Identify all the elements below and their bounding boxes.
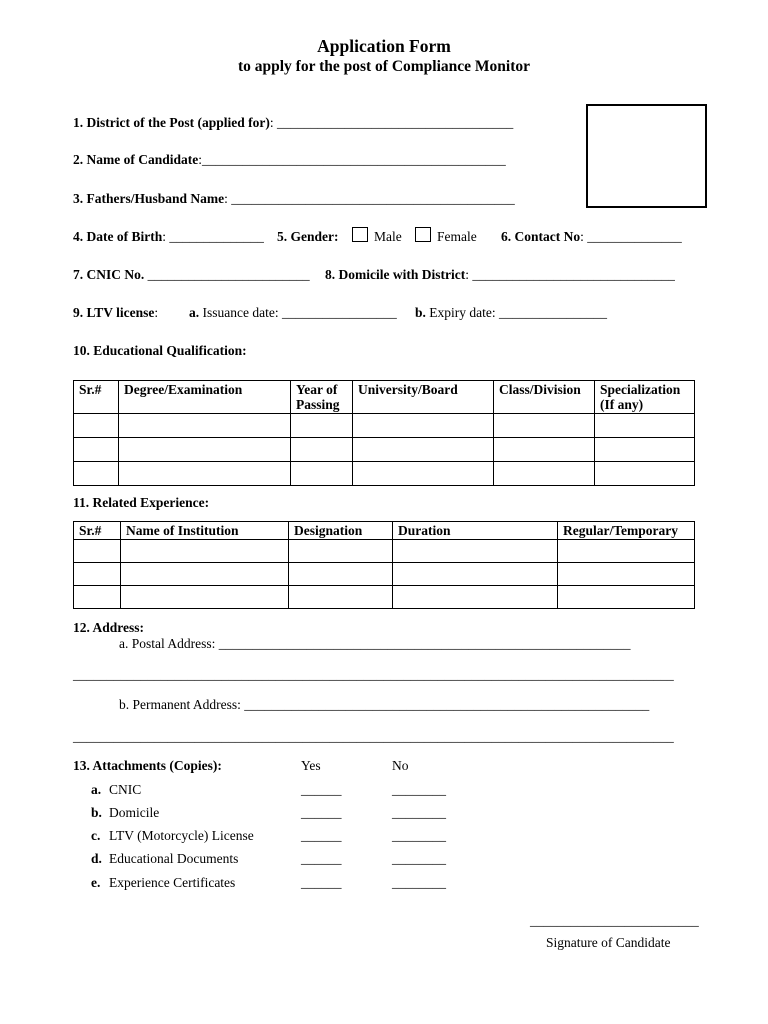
attachment-education-yes[interactable]: ______: [301, 851, 342, 866]
attachment-domicile-label: Domicile: [109, 805, 160, 820]
contact-label: 6. Contact No: [501, 229, 581, 244]
experience-header-row: [74, 522, 695, 540]
district-label: 1. District of the Post (applied for): [73, 115, 270, 130]
male-checkbox[interactable]: [352, 227, 368, 242]
permanent-address-field[interactable]: [119, 697, 649, 713]
table-row: [74, 438, 695, 462]
table-row: [74, 462, 695, 486]
field-dob[interactable]: [73, 229, 264, 245]
attachment-cnic-yes[interactable]: ______: [301, 782, 342, 797]
domicile-label: 8. Domicile with District: [325, 267, 466, 282]
attachment-cnic-label: CNIC: [109, 782, 142, 797]
form-title: Application Form: [317, 36, 451, 56]
table-cell[interactable]: [119, 438, 291, 462]
postal-address-line: _____________________________________________________________: [218, 636, 631, 651]
table-cell[interactable]: [121, 586, 289, 609]
form-subtitle: to apply for the post of Compliance Monitor: [237, 58, 531, 75]
ltv-label: 9. LTV license: [73, 305, 155, 320]
ltv-colon: :: [154, 305, 159, 320]
father-name-line: : __________________________________________: [224, 191, 515, 206]
table-cell[interactable]: [494, 462, 595, 486]
attachment-c-letter: c.: [91, 828, 101, 843]
domicile-line: : ______________________________: [465, 267, 675, 282]
field-domicile[interactable]: [325, 267, 675, 283]
attachment-ltv-yes[interactable]: ______: [301, 828, 342, 843]
female-checkbox[interactable]: [415, 227, 431, 242]
attachment-education-no[interactable]: ________: [392, 851, 446, 866]
attachments-heading: 13. Attachments (Copies):: [73, 758, 222, 773]
table-cell[interactable]: [289, 563, 393, 586]
candidate-name-label: 2. Name of Candidate: [73, 152, 199, 167]
experience-heading: 11. Related Experience:: [73, 495, 210, 510]
postal-address-continuation[interactable]: _________________________________________________________________________________________: [73, 667, 674, 682]
dob-label: 4. Date of Birth: [73, 229, 163, 244]
female-label: Female: [437, 229, 477, 244]
table-row: [74, 563, 695, 586]
table-cell[interactable]: [494, 438, 595, 462]
table-cell[interactable]: [74, 563, 121, 586]
table-cell[interactable]: [121, 540, 289, 563]
experience-col-duration: Duration: [393, 522, 558, 540]
table-cell[interactable]: [595, 462, 695, 486]
field-district[interactable]: [73, 115, 513, 131]
table-cell[interactable]: [558, 540, 695, 563]
photo-box: [586, 104, 707, 208]
contact-line: : ______________: [580, 229, 682, 244]
table-cell[interactable]: [74, 414, 119, 438]
signature-line[interactable]: _________________________: [530, 913, 699, 928]
table-cell[interactable]: [119, 462, 291, 486]
attachment-cnic-no[interactable]: ________: [392, 782, 446, 797]
ltv-expiry-text: Expiry date: ________________: [425, 305, 607, 320]
table-cell[interactable]: [558, 586, 695, 609]
table-cell[interactable]: [353, 462, 494, 486]
field-candidate-name[interactable]: [73, 152, 506, 168]
permanent-address-continuation[interactable]: _________________________________________________________________________________________: [73, 729, 674, 744]
field-gender: [277, 229, 339, 245]
attachment-ltv-label: LTV (Motorcycle) License: [109, 828, 254, 843]
postal-address-field[interactable]: [119, 636, 631, 652]
ltv-issuance[interactable]: [189, 305, 397, 321]
table-cell[interactable]: [291, 462, 353, 486]
field-cnic[interactable]: [73, 267, 310, 283]
table-row: [74, 540, 695, 563]
cnic-label: 7. CNIC No.: [73, 267, 145, 282]
attachments-yes-header: Yes: [301, 758, 321, 773]
field-ltv: [73, 305, 158, 321]
male-option[interactable]: [352, 227, 402, 245]
table-cell[interactable]: [291, 438, 353, 462]
table-cell[interactable]: [353, 414, 494, 438]
permanent-address-label: b. Permanent Address:: [119, 697, 245, 712]
experience-col-type: Regular/Temporary: [558, 522, 695, 540]
ltv-issuance-text: Issuance date: _________________: [199, 305, 397, 320]
table-row: [74, 586, 695, 609]
table-cell[interactable]: [558, 563, 695, 586]
table-cell[interactable]: [393, 540, 558, 563]
postal-address-label: a. Postal Address:: [119, 636, 219, 651]
field-contact[interactable]: [501, 229, 682, 245]
table-cell[interactable]: [353, 438, 494, 462]
attachment-domicile-yes[interactable]: ______: [301, 805, 342, 820]
table-cell[interactable]: [74, 438, 119, 462]
education-col-sr: Sr.#: [74, 381, 119, 414]
father-name-label: 3. Fathers/Husband Name: [73, 191, 225, 206]
district-line: : ___________________________________: [269, 115, 514, 130]
table-cell[interactable]: [289, 586, 393, 609]
table-cell[interactable]: [289, 540, 393, 563]
attachment-experience-label: Experience Certificates: [109, 875, 236, 890]
cnic-line: ________________________: [144, 267, 310, 282]
table-cell[interactable]: [393, 586, 558, 609]
ltv-b-letter: b.: [415, 305, 426, 320]
table-row: [74, 414, 695, 438]
field-father-name[interactable]: [73, 191, 515, 207]
female-option[interactable]: [415, 227, 477, 245]
attachment-b-letter: b.: [91, 805, 102, 820]
gender-label: 5. Gender:: [277, 229, 339, 244]
table-cell[interactable]: [119, 414, 291, 438]
table-cell[interactable]: [74, 586, 121, 609]
signature-label: Signature of Candidate: [546, 935, 671, 950]
attachment-domicile-no[interactable]: ________: [392, 805, 446, 820]
attachment-a-letter: a.: [91, 782, 102, 797]
attachment-ltv-no[interactable]: ________: [392, 828, 446, 843]
education-header-row: [74, 381, 695, 414]
education-col-year: Year of Passing: [291, 381, 353, 414]
table-cell[interactable]: [393, 563, 558, 586]
attachment-d-letter: d.: [91, 851, 102, 866]
education-table: [73, 380, 695, 486]
address-heading: 12. Address:: [73, 620, 145, 635]
table-cell[interactable]: [291, 414, 353, 438]
experience-col-institution: Name of Institution: [121, 522, 289, 540]
education-col-specialization: Specialization (If any): [595, 381, 695, 414]
education-col-class: Class/Division: [494, 381, 595, 414]
attachment-experience-yes[interactable]: ______: [301, 875, 342, 890]
education-heading: 10. Educational Qualification:: [73, 343, 247, 358]
ltv-expiry[interactable]: [415, 305, 607, 321]
table-cell[interactable]: [595, 438, 695, 462]
experience-col-sr: Sr.#: [74, 522, 121, 540]
experience-table: [73, 521, 695, 609]
dob-line: : ______________: [162, 229, 264, 244]
permanent-address-line: ____________________________________________________________: [244, 697, 650, 712]
attachment-experience-no[interactable]: ________: [392, 875, 446, 890]
table-cell[interactable]: [74, 462, 119, 486]
education-col-degree: Degree/Examination: [119, 381, 291, 414]
table-cell[interactable]: [595, 414, 695, 438]
male-label: Male: [374, 229, 402, 244]
attachments-no-header: No: [392, 758, 409, 773]
attachment-education-label: Educational Documents: [109, 851, 239, 866]
experience-col-designation: Designation: [289, 522, 393, 540]
table-cell[interactable]: [74, 540, 121, 563]
table-cell[interactable]: [121, 563, 289, 586]
table-cell[interactable]: [494, 414, 595, 438]
ltv-a-letter: a.: [189, 305, 200, 320]
attachment-e-letter: e.: [91, 875, 101, 890]
education-col-university: University/Board: [353, 381, 494, 414]
candidate-name-line: :_____________________________________________: [198, 152, 506, 167]
